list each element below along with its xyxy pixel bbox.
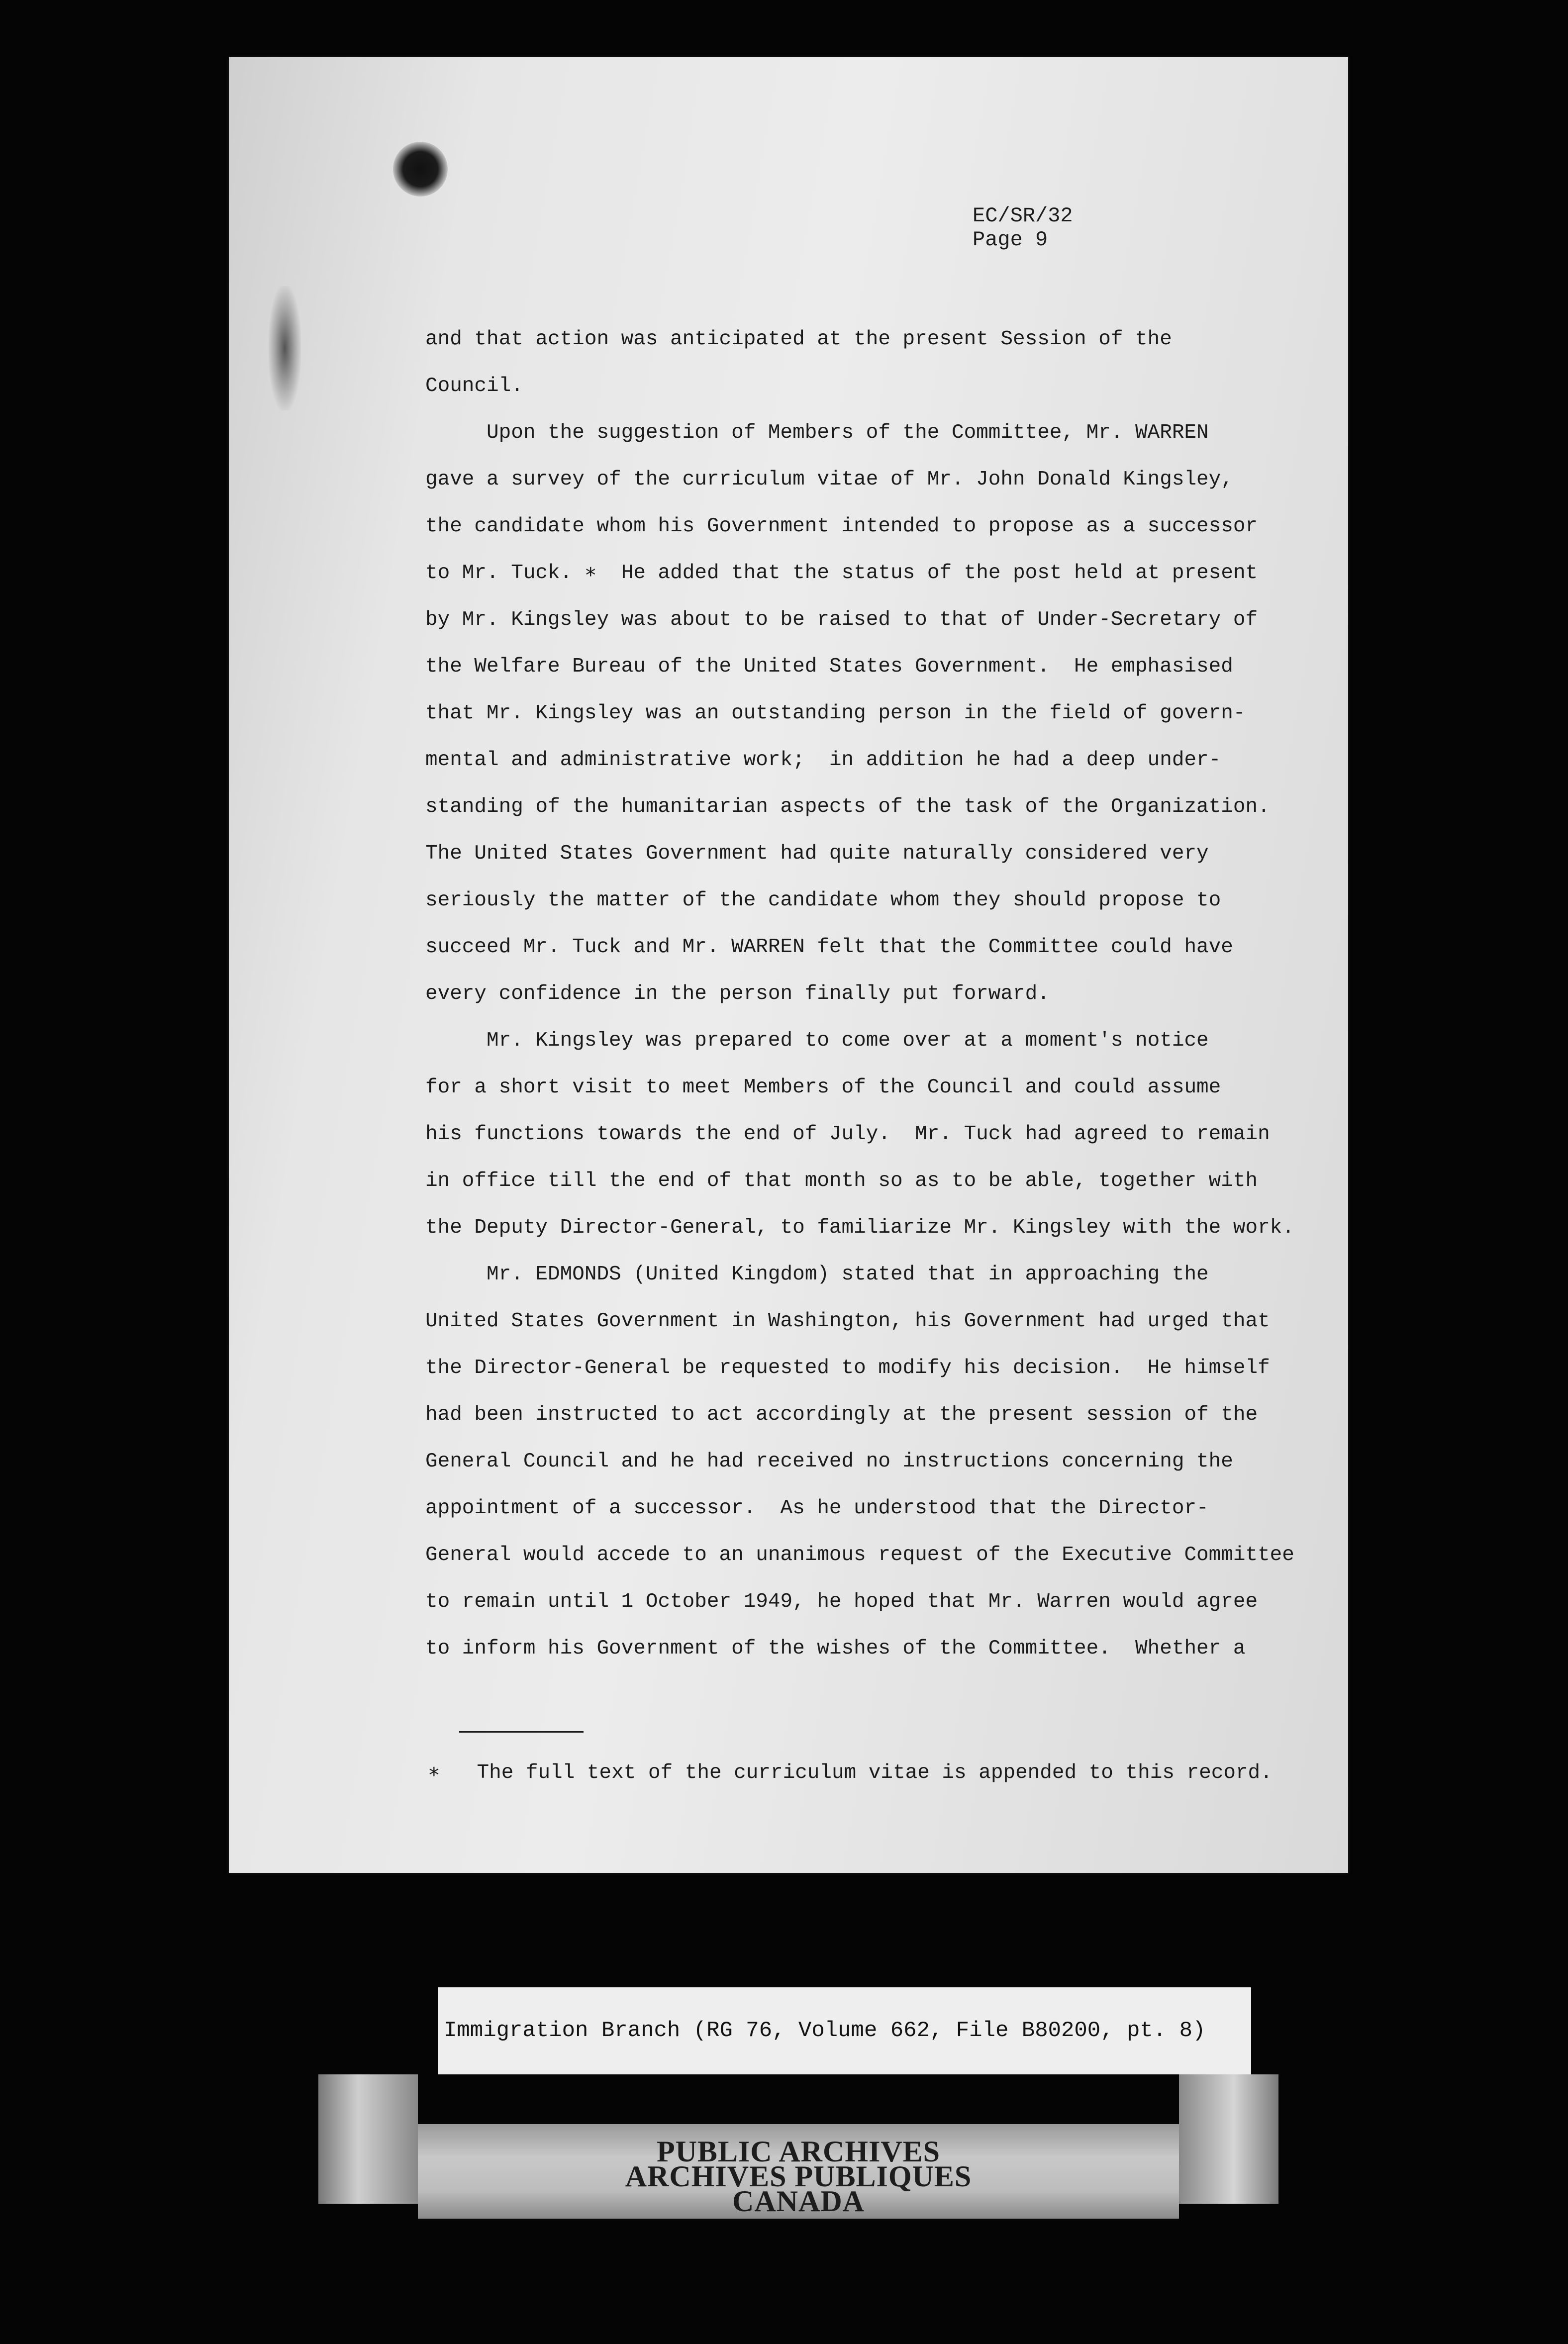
document-code: EC/SR/32 — [973, 204, 1073, 228]
body-line: the Director-General be requested to modify his decision. He himself — [425, 1357, 1270, 1379]
body-line: seriously the matter of the candidate whom they should propose to — [425, 889, 1221, 912]
archive-label — [438, 1987, 1251, 2074]
page-number: Page 9 — [973, 228, 1048, 252]
footnote-rule — [459, 1731, 584, 1733]
body-line: United States Government in Washington, his Government had urged that — [425, 1310, 1270, 1333]
body-line: had been instructed to act accordingly at the present session of the — [425, 1403, 1258, 1426]
stamp-line-1: PUBLIC ARCHIVES — [656, 2135, 941, 2168]
archive-reference: Immigration Branch (RG 76, Volume 662, File B80200, pt. 8) — [444, 2018, 1206, 2043]
document-reference — [973, 204, 1073, 252]
body-line: Council. — [425, 375, 523, 397]
body-line: appointment of a successor. As he understood that the Director- — [425, 1497, 1209, 1520]
body-line: General would accede to an unanimous request of the Executive Committee — [425, 1544, 1294, 1566]
body-line: in office till the end of that month so as to be able, together with — [425, 1170, 1258, 1192]
body-line: the candidate whom his Government intended to propose as a successor — [425, 515, 1258, 538]
ink-blot — [393, 142, 448, 196]
stamp-line-3: CANADA — [732, 2185, 865, 2218]
archives-stamp — [418, 2124, 1179, 2219]
body-line: that Mr. Kingsley was an outstanding person in the field of govern- — [425, 702, 1246, 725]
body-line: to inform his Government of the wishes of the Committee. Whether a — [425, 1637, 1246, 1660]
body-line: the Welfare Bureau of the United States Government. He emphasised — [425, 655, 1233, 678]
staple-mark — [269, 286, 301, 410]
document-page — [229, 57, 1348, 1873]
mount-strip-right — [1179, 2074, 1278, 2204]
body-line: gave a survey of the curriculum vitae of Mr. John Donald Kingsley, — [425, 468, 1233, 491]
body-line: Mr. EDMONDS (United Kingdom) stated that in approaching the — [425, 1263, 1209, 1286]
body-line: standing of the humanitarian aspects of the task of the Organization. — [425, 795, 1270, 818]
body-line: his functions towards the end of July. Mr. Tuck had agreed to remain — [425, 1123, 1270, 1146]
body-line: to remain until 1 October 1949, he hoped that Mr. Warren would agree — [425, 1590, 1258, 1613]
body-line: Mr. Kingsley was prepared to come over at a moment's notice — [425, 1029, 1209, 1052]
footnote: ∗ The full text of the curriculum vitae is appended to this record. — [428, 1761, 1273, 1784]
body-line: to Mr. Tuck. ∗ He added that the status of the post held at present — [425, 562, 1258, 585]
body-line: The United States Government had quite naturally considered very — [425, 842, 1209, 865]
mount-strip-left — [318, 2074, 418, 2204]
body-text — [425, 316, 1321, 1672]
body-line: the Deputy Director-General, to familiarize Mr. Kingsley with the work. — [425, 1216, 1294, 1239]
body-line: succeed Mr. Tuck and Mr. WARREN felt that the Committee could have — [425, 936, 1233, 959]
body-line: for a short visit to meet Members of the Council and could assume — [425, 1076, 1221, 1099]
stamp-line-2: ARCHIVES PUBLIQUES — [625, 2160, 972, 2193]
body-line: and that action was anticipated at the present Session of the — [425, 328, 1172, 351]
body-line: Upon the suggestion of Members of the Committee, Mr. WARREN — [425, 421, 1209, 444]
body-line: General Council and he had received no instructions concerning the — [425, 1450, 1233, 1473]
body-line: mental and administrative work; in addition he had a deep under- — [425, 749, 1221, 772]
body-line: by Mr. Kingsley was about to be raised to that of Under-Secretary of — [425, 608, 1258, 631]
body-line: every confidence in the person finally put forward. — [425, 982, 1050, 1005]
